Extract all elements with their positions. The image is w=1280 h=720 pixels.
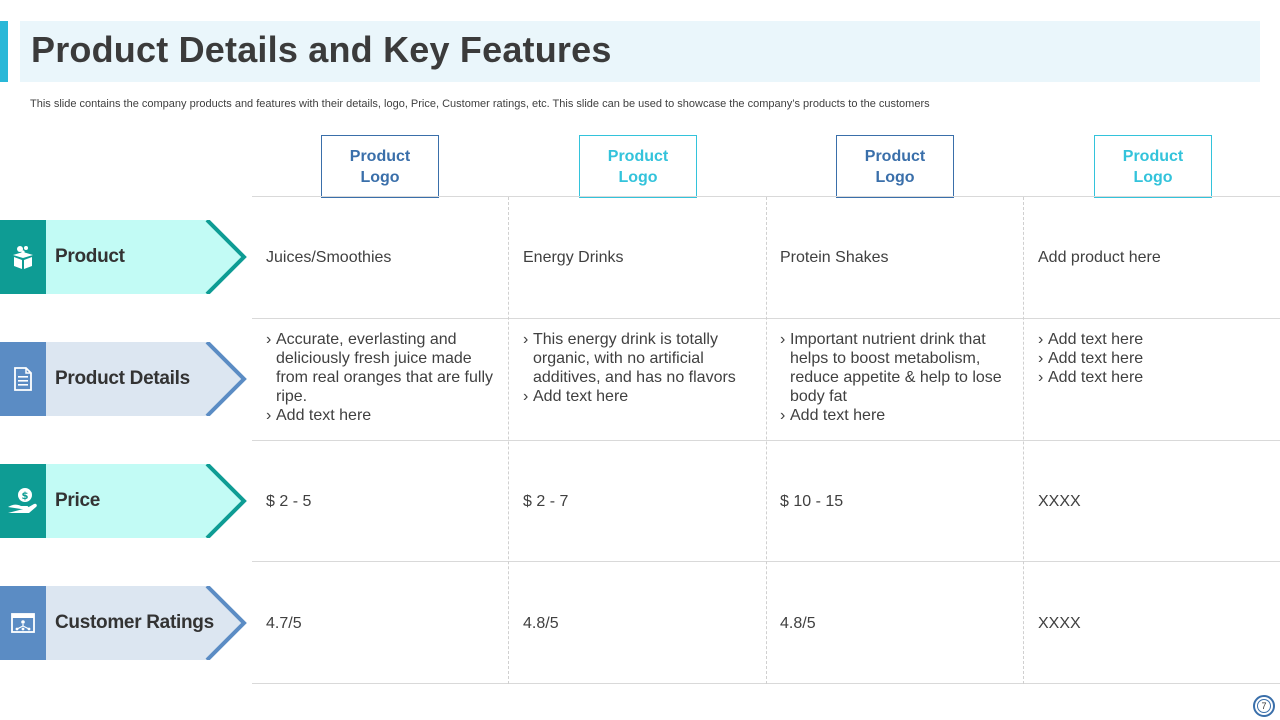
price-3: $ 10 - 15 bbox=[780, 493, 844, 510]
list-item: › This energy drink is totally organic, with no artificial additives, and has no flavors bbox=[523, 330, 755, 387]
list-item: › Accurate, everlasting and deliciously fresh juice made from real oranges that are fully ripe. bbox=[266, 330, 498, 406]
row-label-product-details bbox=[0, 342, 250, 416]
list-item: › Add text here bbox=[266, 406, 498, 425]
row-label-text: Product Details bbox=[55, 368, 190, 389]
row-label-price bbox=[0, 464, 250, 538]
document-icon bbox=[0, 342, 46, 416]
product-details-1 bbox=[266, 330, 498, 425]
logo-line1: Product bbox=[1122, 147, 1184, 165]
list-item: › Add text here bbox=[1038, 368, 1270, 387]
row-label-text: Product bbox=[55, 246, 125, 267]
price-1: $ 2 - 5 bbox=[266, 493, 312, 510]
product-name-1: Juices/Smoothies bbox=[266, 249, 392, 266]
page-title: Product Details and Key Features bbox=[31, 29, 612, 70]
product-name-2: Energy Drinks bbox=[523, 249, 624, 266]
row-label-customer-ratings bbox=[0, 586, 250, 660]
rating-chart-icon bbox=[0, 586, 46, 660]
logo-line2: Logo bbox=[1133, 168, 1173, 186]
svg-text:$: $ bbox=[21, 491, 29, 502]
price-2: $ 2 - 7 bbox=[523, 493, 569, 510]
list-item: › Add text here bbox=[1038, 330, 1270, 349]
list-item: › Important nutrient drink that helps to boost metabolism, reduce appetite & help to lose body fat bbox=[780, 330, 1012, 406]
product-logo-3 bbox=[836, 135, 954, 198]
row-label-text: Customer Ratings bbox=[55, 612, 214, 633]
page-subtitle: This slide contains the company products and features with their details, logo, Price, Customer ratings, etc. This slide can be used to showcase the company’s products to the customers bbox=[30, 98, 930, 110]
page-number-badge bbox=[1253, 695, 1275, 717]
page-number: 7 bbox=[1257, 699, 1271, 713]
grid-divider bbox=[1023, 197, 1024, 684]
product-logo-2 bbox=[579, 135, 697, 198]
logo-line2: Logo bbox=[875, 168, 915, 186]
product-name-3: Protein Shakes bbox=[780, 249, 889, 266]
gift-box-icon bbox=[0, 220, 46, 294]
dollar-hand-icon bbox=[0, 464, 46, 538]
product-name-4: Add product here bbox=[1038, 249, 1161, 266]
product-logo-4 bbox=[1094, 135, 1212, 198]
logo-line1: Product bbox=[864, 147, 926, 165]
row-label-product bbox=[0, 220, 250, 294]
rating-2: 4.8/5 bbox=[523, 615, 559, 632]
list-item: › Add text here bbox=[780, 406, 1012, 425]
price-4: XXXX bbox=[1038, 493, 1081, 510]
grid-divider bbox=[766, 197, 767, 684]
title-accent-bar bbox=[0, 21, 8, 82]
logo-line2: Logo bbox=[618, 168, 658, 186]
logo-line1: Product bbox=[349, 147, 411, 165]
grid-divider bbox=[508, 197, 509, 684]
list-item: › Add text here bbox=[1038, 349, 1270, 368]
product-details-2 bbox=[523, 330, 755, 406]
logo-line2: Logo bbox=[360, 168, 400, 186]
product-logo-1 bbox=[321, 135, 439, 198]
rating-1: 4.7/5 bbox=[266, 615, 302, 632]
product-details-4 bbox=[1038, 330, 1270, 387]
rating-3: 4.8/5 bbox=[780, 615, 816, 632]
row-label-text: Price bbox=[55, 490, 100, 511]
rating-4: XXXX bbox=[1038, 615, 1081, 632]
product-details-3 bbox=[780, 330, 1012, 425]
list-item: › Add text here bbox=[523, 387, 755, 406]
logo-line1: Product bbox=[607, 147, 669, 165]
